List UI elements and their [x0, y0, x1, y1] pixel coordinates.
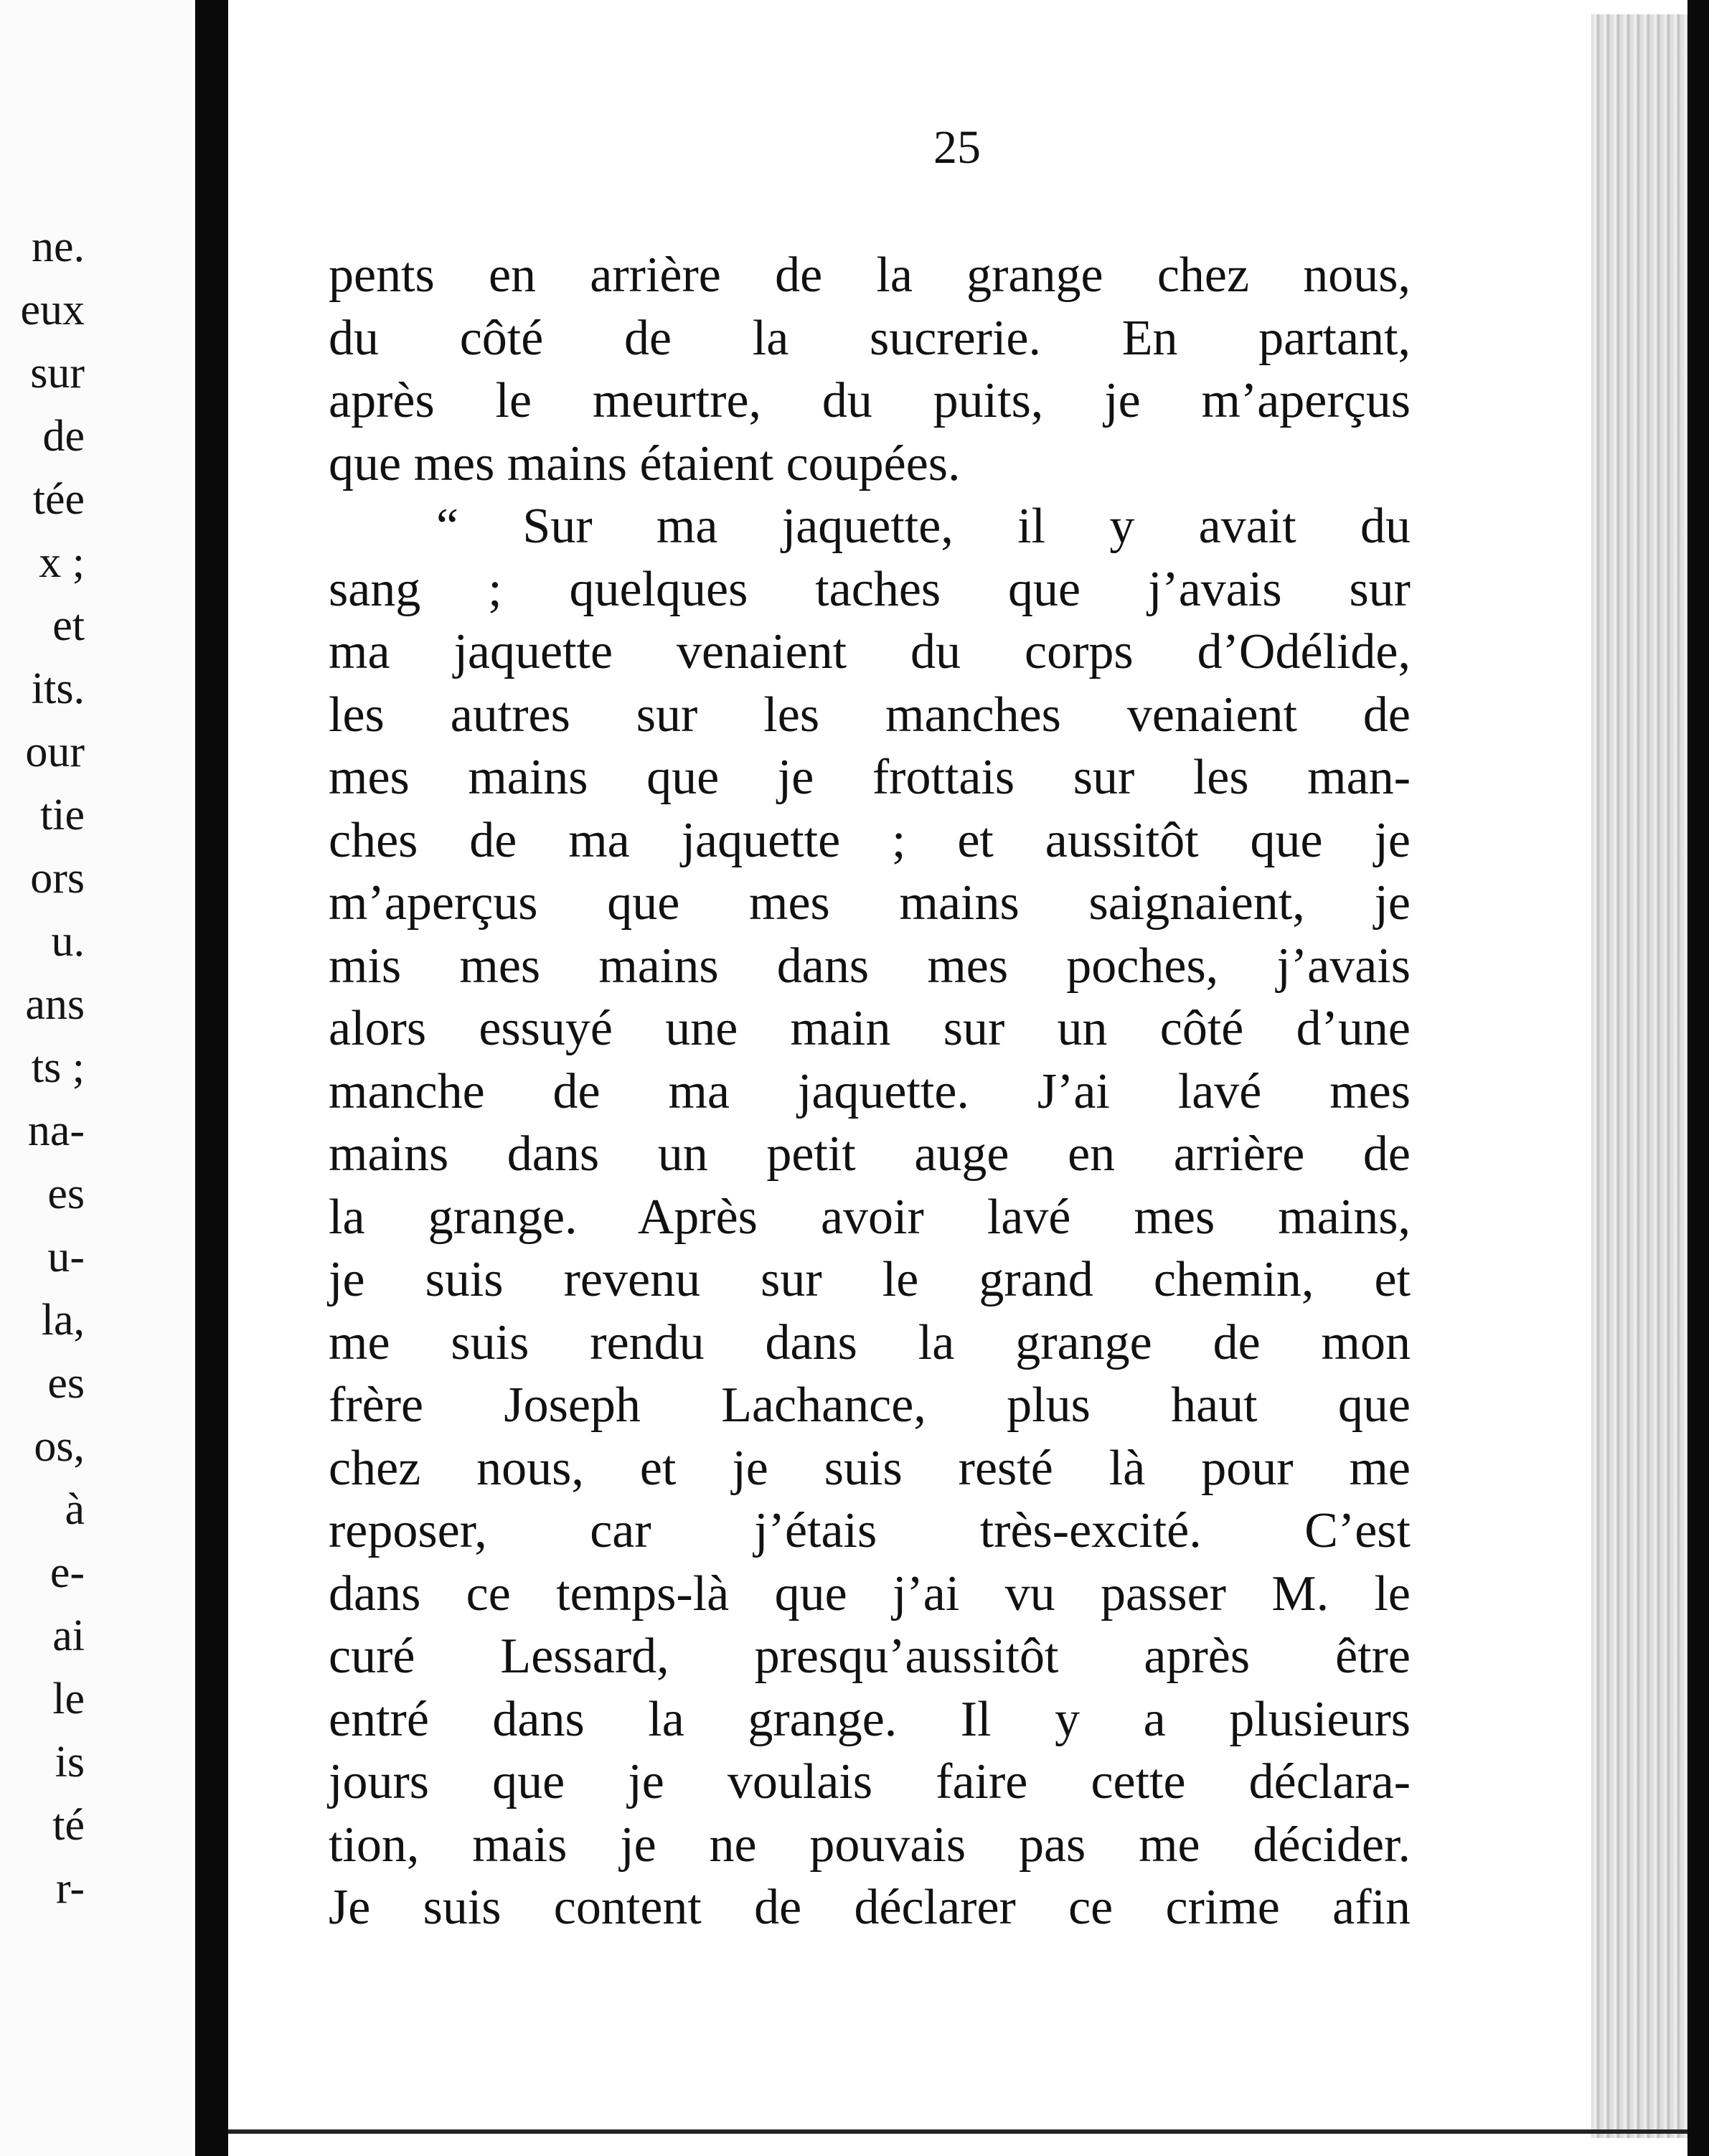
- left-page-line: de: [42, 412, 85, 461]
- text-line: chez nous, et je suis resté là pour me: [329, 1440, 1411, 1496]
- text-line: après le meurtre, du puits, je m’aperçus: [329, 373, 1411, 428]
- left-page-line: et: [52, 601, 85, 650]
- left-page-line: es: [47, 1359, 85, 1408]
- left-page-line: u.: [51, 917, 85, 966]
- book-page: [228, 0, 1591, 2156]
- left-page-line: es: [47, 1169, 85, 1218]
- text-line: les autres sur les manches venaient de: [329, 687, 1411, 743]
- text-line: m’aperçus que mes mains saignaient, je: [329, 875, 1411, 931]
- left-page-line: is: [55, 1738, 85, 1787]
- text-line: curé Lessard, presqu’aussitôt après être: [329, 1629, 1411, 1684]
- left-page-line: ai: [52, 1611, 85, 1660]
- right-border: [1687, 0, 1709, 2156]
- left-page-line: tie: [40, 791, 85, 839]
- left-page-line: na-: [27, 1106, 85, 1155]
- text-line: jours que je voulais faire cette déclara-: [329, 1754, 1411, 1809]
- left-page-line: ne.: [31, 222, 85, 271]
- book-gutter: [195, 0, 228, 2156]
- text-line: sang ; quelques taches que j’avais sur: [329, 561, 1411, 617]
- text-line: entré dans la grange. Il y a plusieurs: [329, 1691, 1411, 1747]
- text-line: la grange. Après avoir lavé mes mains,: [329, 1189, 1411, 1245]
- left-page-line: os,: [34, 1422, 85, 1471]
- left-page-line: x ;: [39, 538, 85, 587]
- left-page-text: [0, 215, 85, 1920]
- left-page-line: its.: [31, 664, 85, 713]
- left-page-line: sur: [30, 349, 85, 397]
- left-page-line: our: [25, 728, 85, 776]
- text-line: me suis rendu dans la grange de mon: [329, 1314, 1411, 1370]
- text-line: manche de ma jaquette. J’ai lavé mes: [329, 1063, 1411, 1119]
- left-page-line: u-: [47, 1233, 85, 1281]
- text-line: mes mains que je frottais sur les man-: [329, 750, 1411, 805]
- left-page-line: ors: [30, 854, 85, 903]
- bottom-border: [228, 2129, 1687, 2134]
- left-page-fragment: [0, 0, 192, 2156]
- text-line: mis mes mains dans mes poches, j’avais: [329, 938, 1411, 994]
- page-number: 25: [933, 121, 981, 174]
- text-line: Je suis content de déclarer ce crime afin: [329, 1880, 1411, 1935]
- text-line: que mes mains étaient coupées.: [329, 436, 961, 491]
- text-line: du côté de la sucrerie. En partant,: [329, 310, 1411, 366]
- page-edges: [1591, 14, 1692, 2138]
- left-page-line: r-: [55, 1864, 85, 1913]
- left-page-line: ans: [25, 980, 85, 1029]
- text-line: tion, mais je ne pouvais pas me décider.: [329, 1817, 1411, 1873]
- left-page-line: le: [52, 1675, 85, 1723]
- text-line: ches de ma jaquette ; et aussitôt que je: [329, 812, 1411, 868]
- page-body-text: [329, 244, 1411, 1939]
- left-page-line: la,: [41, 1296, 85, 1345]
- text-line: alors essuyé une main sur un côté d’une: [329, 1001, 1411, 1056]
- left-page-line: e-: [50, 1548, 85, 1597]
- text-line: mains dans un petit auge en arrière de: [329, 1126, 1411, 1182]
- left-page-line: eux: [20, 286, 85, 334]
- left-page-line: tée: [32, 475, 85, 524]
- text-line: frère Joseph Lachance, plus haut que: [329, 1378, 1411, 1433]
- text-line: pents en arrière de la grange chez nous,: [329, 248, 1411, 303]
- text-line: “ Sur ma jaquette, il y avait du: [436, 499, 1411, 554]
- text-line: reposer, car j’étais très-excité. C’est: [329, 1503, 1411, 1558]
- text-line: je suis revenu sur le grand chemin, et: [329, 1252, 1411, 1307]
- text-line: ma jaquette venaient du corps d’Odélide,: [329, 624, 1411, 679]
- left-page-line: té: [52, 1801, 85, 1850]
- text-line: dans ce temps-là que j’ai vu passer M. le: [329, 1566, 1411, 1621]
- left-page-line: à: [65, 1485, 85, 1534]
- left-page-line: ts ;: [31, 1043, 85, 1092]
